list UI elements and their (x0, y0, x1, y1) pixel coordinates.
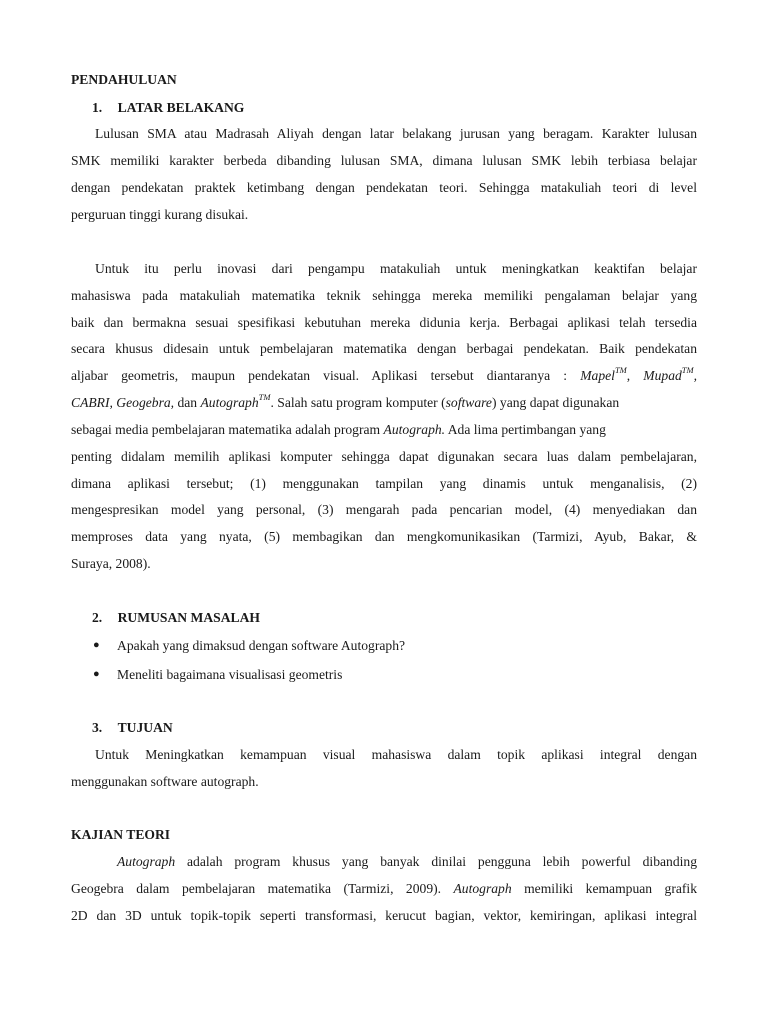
mupad-name: Mupad (643, 368, 682, 383)
list-item (71, 667, 697, 687)
para2-line-9: dimana aplikasi tersebut; (1) menggunakan tampilan yang dinamis untuk menganalisis, (2) (71, 476, 697, 491)
para2-line-6-dan: dan (174, 395, 201, 410)
autograph-word: Autograph (453, 881, 512, 896)
list-item-text: Apakah yang dimaksud dengan software Autograph? (117, 638, 406, 653)
para1-line-2: SMK memiliki karakter berbeda dibanding lulusan SMA, dimana lulusan SMK lebih terbiasa belajar (71, 153, 697, 168)
section-2-heading (92, 610, 260, 626)
para1-line-3: dengan pendekatan praktek ketimbang dengan pendekatan teori. Sehingga matakuliah teori di level (71, 180, 697, 195)
list-item-text: Meneliti bagaimana visualisasi geometris (117, 667, 343, 682)
tujuan-line-2: menggunakan software autograph. (71, 774, 259, 789)
para1-line-4: perguruan tinggi kurang disukai. (71, 207, 249, 222)
para2-line-5-end: , (693, 368, 698, 383)
para1-line-1: Lulusan SMA atau Madrasah Aliyah dengan latar belakang jurusan yang beragam. Karakter lulusan (95, 126, 697, 141)
heading-kajian-teori: KAJIAN TEORI (71, 827, 171, 842)
kajian-line-1-text: adalah program khusus yang banyak dinilai pengguna lebih powerful dibanding (175, 854, 697, 869)
para2-line-3: baik dan bermakna sesuai spesifikasi kebutuhan mereka didunia kerja. Berbagai aplikasi telah tersedia (71, 315, 697, 330)
para2-line-1: Untuk itu perlu inovasi dari pengampu matakuliah untuk meningkatkan keaktifan belajar (95, 261, 697, 276)
para2-line-7 (71, 422, 606, 438)
kajian-line-1 (71, 854, 697, 870)
heading-pendahuluan: PENDAHULUAN (71, 72, 177, 87)
kajian-line-2-text: Geogebra dalam pembelajaran matematika (Tarmizi, 2009). (71, 881, 454, 896)
kajian-line-2 (71, 881, 697, 897)
kajian-line-2-end: memiliki kemampuan grafik (511, 881, 697, 896)
bullet-icon: ● (93, 668, 100, 680)
para2-line-6-text: . Salah satu program komputer ( (270, 395, 446, 410)
para2-line-10: mengespresikan model yang personal, (3) mengarah pada pencarian model, (4) menyediakan dan (71, 502, 697, 517)
para2-line-7-text: sebagai media pembelajaran matematika adalah program (71, 422, 384, 437)
tujuan-line-1: Untuk Meningkatkan kemampuan visual mahasiswa dalam topik aplikasi integral dengan (95, 747, 697, 762)
section-1-title: LATAR BELAKANG (117, 100, 245, 115)
section-2-title: RUMUSAN MASALAH (117, 610, 260, 625)
para2-line-7-end: Ada lima pertimbangan yang (445, 422, 606, 437)
bullet-icon: ● (93, 639, 100, 651)
section-1-number: 1. (92, 100, 103, 115)
section-3-title: TUJUAN (117, 720, 173, 735)
section-3-number: 3. (92, 720, 103, 735)
mapel-name: Mapel (580, 368, 615, 383)
para2-line-4: secara khusus didesain untuk pembelajaran matematika dengan berbagai pendekatan. Baik pendekatan (71, 341, 697, 356)
list-item (71, 638, 697, 658)
para2-line-6 (71, 392, 620, 411)
autograph-word: Autograph. (383, 422, 446, 437)
para2-line-8: penting didalam memilih aplikasi komputer sehingga dapat digunakan secara luas dalam pembelajaran, (71, 449, 697, 464)
mupad-tm: TM (681, 365, 694, 376)
software-word: software (445, 395, 492, 410)
para2-line-5 (71, 365, 698, 384)
autograph-word: Autograph (117, 854, 176, 869)
kajian-line-3: 2D dan 3D untuk topik-topik seperti transformasi, kerucut bagian, vektor, kemiringan, aplikasi integral (71, 908, 697, 923)
para2-line-5-sep: , (626, 368, 644, 383)
autograph-tm: TM (258, 392, 271, 403)
para2-line-5-text: aljabar geometris, maupun pendekatan visual. Aplikasi tersebut diantaranya : (71, 368, 581, 383)
mapel-tm: TM (614, 365, 627, 376)
para2-line-11: memproses data yang nyata, (5) membagikan dan mengkomunikasikan (Tarmizi, Ayub, Bakar, & (71, 529, 697, 544)
para2-line-6-end: ) yang dapat digunakan (491, 395, 620, 410)
cabri-geogebra: CABRI, Geogebra, (71, 395, 175, 410)
para2-line-2: mahasiswa pada matakuliah matematika teknik sehingga mereka memiliki pengalaman belajar yang (71, 288, 697, 303)
autograph-name: Autograph (200, 395, 259, 410)
section-3-heading (92, 720, 173, 736)
para2-line-12: Suraya, 2008). (71, 556, 151, 571)
section-1-heading (92, 100, 244, 116)
section-2-number: 2. (92, 610, 103, 625)
